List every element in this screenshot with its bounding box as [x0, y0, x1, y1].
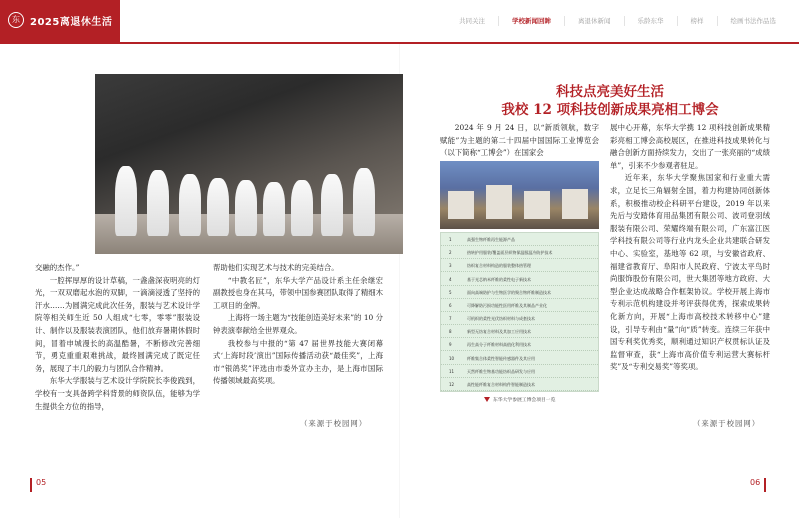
row-text: 可降解防污损功能性医用纤维及其制品产业化 [467, 302, 547, 308]
booth-shape [448, 191, 474, 219]
row-number: 7 [449, 316, 452, 321]
section-nav [446, 0, 789, 42]
university-seal-icon: 东 [8, 12, 24, 28]
dress-form [147, 170, 169, 236]
nav-item-elder-life[interactable]: 乐龄东华 [624, 16, 677, 26]
table-caption [484, 396, 555, 403]
row-text: 新型无纺复合材料及其加工应用技术 [467, 329, 531, 335]
table-row [441, 259, 598, 272]
right-source: （来源于校园网） [693, 419, 761, 428]
paragraph: 上海将一场主题为“技能创造美好未来”的 10 分钟表演奉献给全世界观众。 [213, 313, 383, 335]
paragraph: 交融的杰作。” [35, 263, 80, 272]
booth-shape [486, 185, 512, 219]
row-number: 2 [449, 250, 452, 256]
row-text: 纺织复合材料构造的服装整体热管理 [467, 263, 531, 269]
row-number: 12 [449, 381, 455, 387]
dress-form [353, 168, 375, 236]
article-title-line2: 我校 12 项科技创新成果亮相工博会 [501, 102, 719, 118]
row-number: 10 [449, 355, 455, 361]
table-row [441, 273, 598, 286]
row-number: 1 [449, 237, 452, 242]
row-number: 9 [449, 342, 452, 348]
paragraph: 帮助他们实现艺术与技术的完美结合。 [213, 263, 339, 272]
booth-shape [562, 189, 588, 219]
right-intro [440, 122, 599, 160]
table-row [441, 338, 598, 351]
paragraph: 一腔挥厚厚的设计草稿，一盏盏深夜明亮的灯光，一双双磨起水泡的双脚，一滴滴浸透了坚持的汗水……为圆满完成此次任务，服装与艺术设计学院等相关师生近 50 人组成“七零，零零”服装设计、制作以及服装表演团队，他们放弃暑期休假时间，冒着申城漫长的高温酷暑，不断修改完善细节，勇克重重艰难挑战，最终圆满完成了既定任务，展现了丰几的毅力与团队合作精神。 [35, 275, 200, 373]
caption-marker-icon [484, 397, 490, 402]
row-text: 高强生物纤维再生能源产品 [467, 237, 515, 242]
dress-form [291, 180, 313, 236]
row-text: 热转护用服装/覆盖面层织物保温服温冷防护技术 [467, 250, 553, 256]
paragraph: “中教名匠”，东华大学产品设计系主任余继宏副教授也身在其马，带领中国参赛团队取得了精细木工项目的金牌。 [213, 275, 383, 310]
paragraph: 东华大学服装与艺术设计学院院长李俊践到，学校有一支具备跨学科背景的师资队伍，能够为学生提供全方位的指导， [35, 376, 200, 411]
table-row [441, 299, 598, 312]
paragraph: 2024 年 9 月 24 日，以“新质领航，数字赋能”为主题的第二十四届中国国际工业博览会（以下简称“工博会”）在国家会 [440, 123, 599, 158]
fashion-workshop-photo [95, 74, 403, 254]
dress-form [115, 166, 137, 236]
project-list-table [440, 232, 599, 392]
row-text: 面向高端防护与生物医学的聚合物纤维制造技术 [467, 289, 551, 295]
row-number: 11 [449, 368, 455, 374]
right-column-2 [610, 122, 770, 374]
dress-form [235, 180, 257, 236]
paragraph: 展中心开幕，东华大学携 12 项科技创新成果精彩亮相工博会高校展区，在推进科技成果转化与融合创新方面持续发力，交出了一张亮丽的“成绩单”，引来不少参观者驻足。 [610, 123, 770, 170]
left-column-2 [213, 262, 383, 388]
booth-shape [524, 191, 550, 219]
header [0, 0, 799, 42]
row-text: 纤维集合体柔性智能传感器件及其应用 [467, 355, 535, 361]
row-number: 5 [449, 289, 452, 295]
row-text: 再生高分子纤维材料高值化利用技术 [467, 342, 531, 348]
expo-booth-photo [440, 161, 599, 229]
nav-item-artworks[interactable]: 绘画书法作品选 [717, 16, 790, 26]
table-row [441, 233, 598, 246]
page-number-right: 06 [750, 478, 766, 492]
row-text: 可机织的柔性光伏纺织材料与成套技术 [467, 316, 535, 321]
nav-item-role-models[interactable]: 榜样 [677, 16, 717, 26]
row-number: 4 [449, 276, 452, 282]
table-row [441, 378, 598, 391]
dress-form [263, 182, 285, 236]
nav-item-school-news[interactable]: 学校新闻回眸 [498, 16, 564, 26]
table-caption-text: 东华大学参展工博会项目一览 [493, 398, 556, 403]
page-number-left: 05 [30, 478, 46, 492]
table-row [441, 325, 598, 338]
brand-bar [0, 0, 120, 42]
row-number: 8 [449, 329, 452, 335]
left-source: （来源于校园网） [300, 419, 368, 428]
table-row [441, 365, 598, 378]
row-text: 高性能纤维复合材料构件智能制造技术 [467, 381, 535, 387]
table-row [441, 312, 598, 325]
brand-title: 2025离退休生活 [30, 17, 113, 28]
left-column-1 [35, 262, 200, 413]
paragraph: 近年来，东华大学聚焦国家和行业重大需求，立足长三角辐射全国，着力构建协同创新体系，积极推动校企科研平台建设，2019 年以来先后与安踏体育用品集团有限公司、波司登羽绒服装有限公司、荣耀终端有限公司，广东富江医学科技有限公司等行业内龙头企业共建联合研发中心、实验室，基地等 62 项，与安徽省政府、福建省教育厅、阜阳市人民政府、宁波太平鸟时尚服饰股份有限公司，世大集团等地方政府、大型企业达成战略合作框架协议。学校开展上海市专利示范机构建设并考评获得优秀，探索成果转化新方向，开展“上海市高校技术转移中心”建设，引导专利由“量”向“质”转变。连续三年获中国专利奖优秀奖，顺利通过知识产权贯标认证及监督审查，获“上海市高价值专利运营大赛标杆奖”及“专利交易奖”等奖项。 [610, 173, 770, 372]
row-number: 3 [449, 263, 452, 269]
table-row [441, 246, 598, 259]
table-row [441, 352, 598, 365]
article-title-line1: 科技点亮美好生活 [556, 84, 664, 100]
nav-item-focus[interactable]: 共同关注 [459, 17, 485, 25]
row-text: 天然纤维生物基功能纺织品研发与应用 [467, 368, 535, 374]
dress-form [179, 174, 201, 236]
dress-form [321, 174, 343, 236]
row-text: 基于光芯纳米纤维的柔性电子新技术 [467, 276, 531, 282]
nav-item-retiree-news[interactable]: 离退休新闻 [564, 16, 624, 26]
table-row [441, 286, 598, 299]
row-number: 6 [449, 302, 452, 308]
dress-form [207, 178, 229, 236]
paragraph: 我校参与中报的“第 47 届世界技能大赛闭幕式‘上海时段’演出”国际传播活动获“最佳奖”，上海市“银鸽奖”评选由市委外宣办主办，是上海市国际传播领域最高奖项。 [213, 338, 383, 386]
